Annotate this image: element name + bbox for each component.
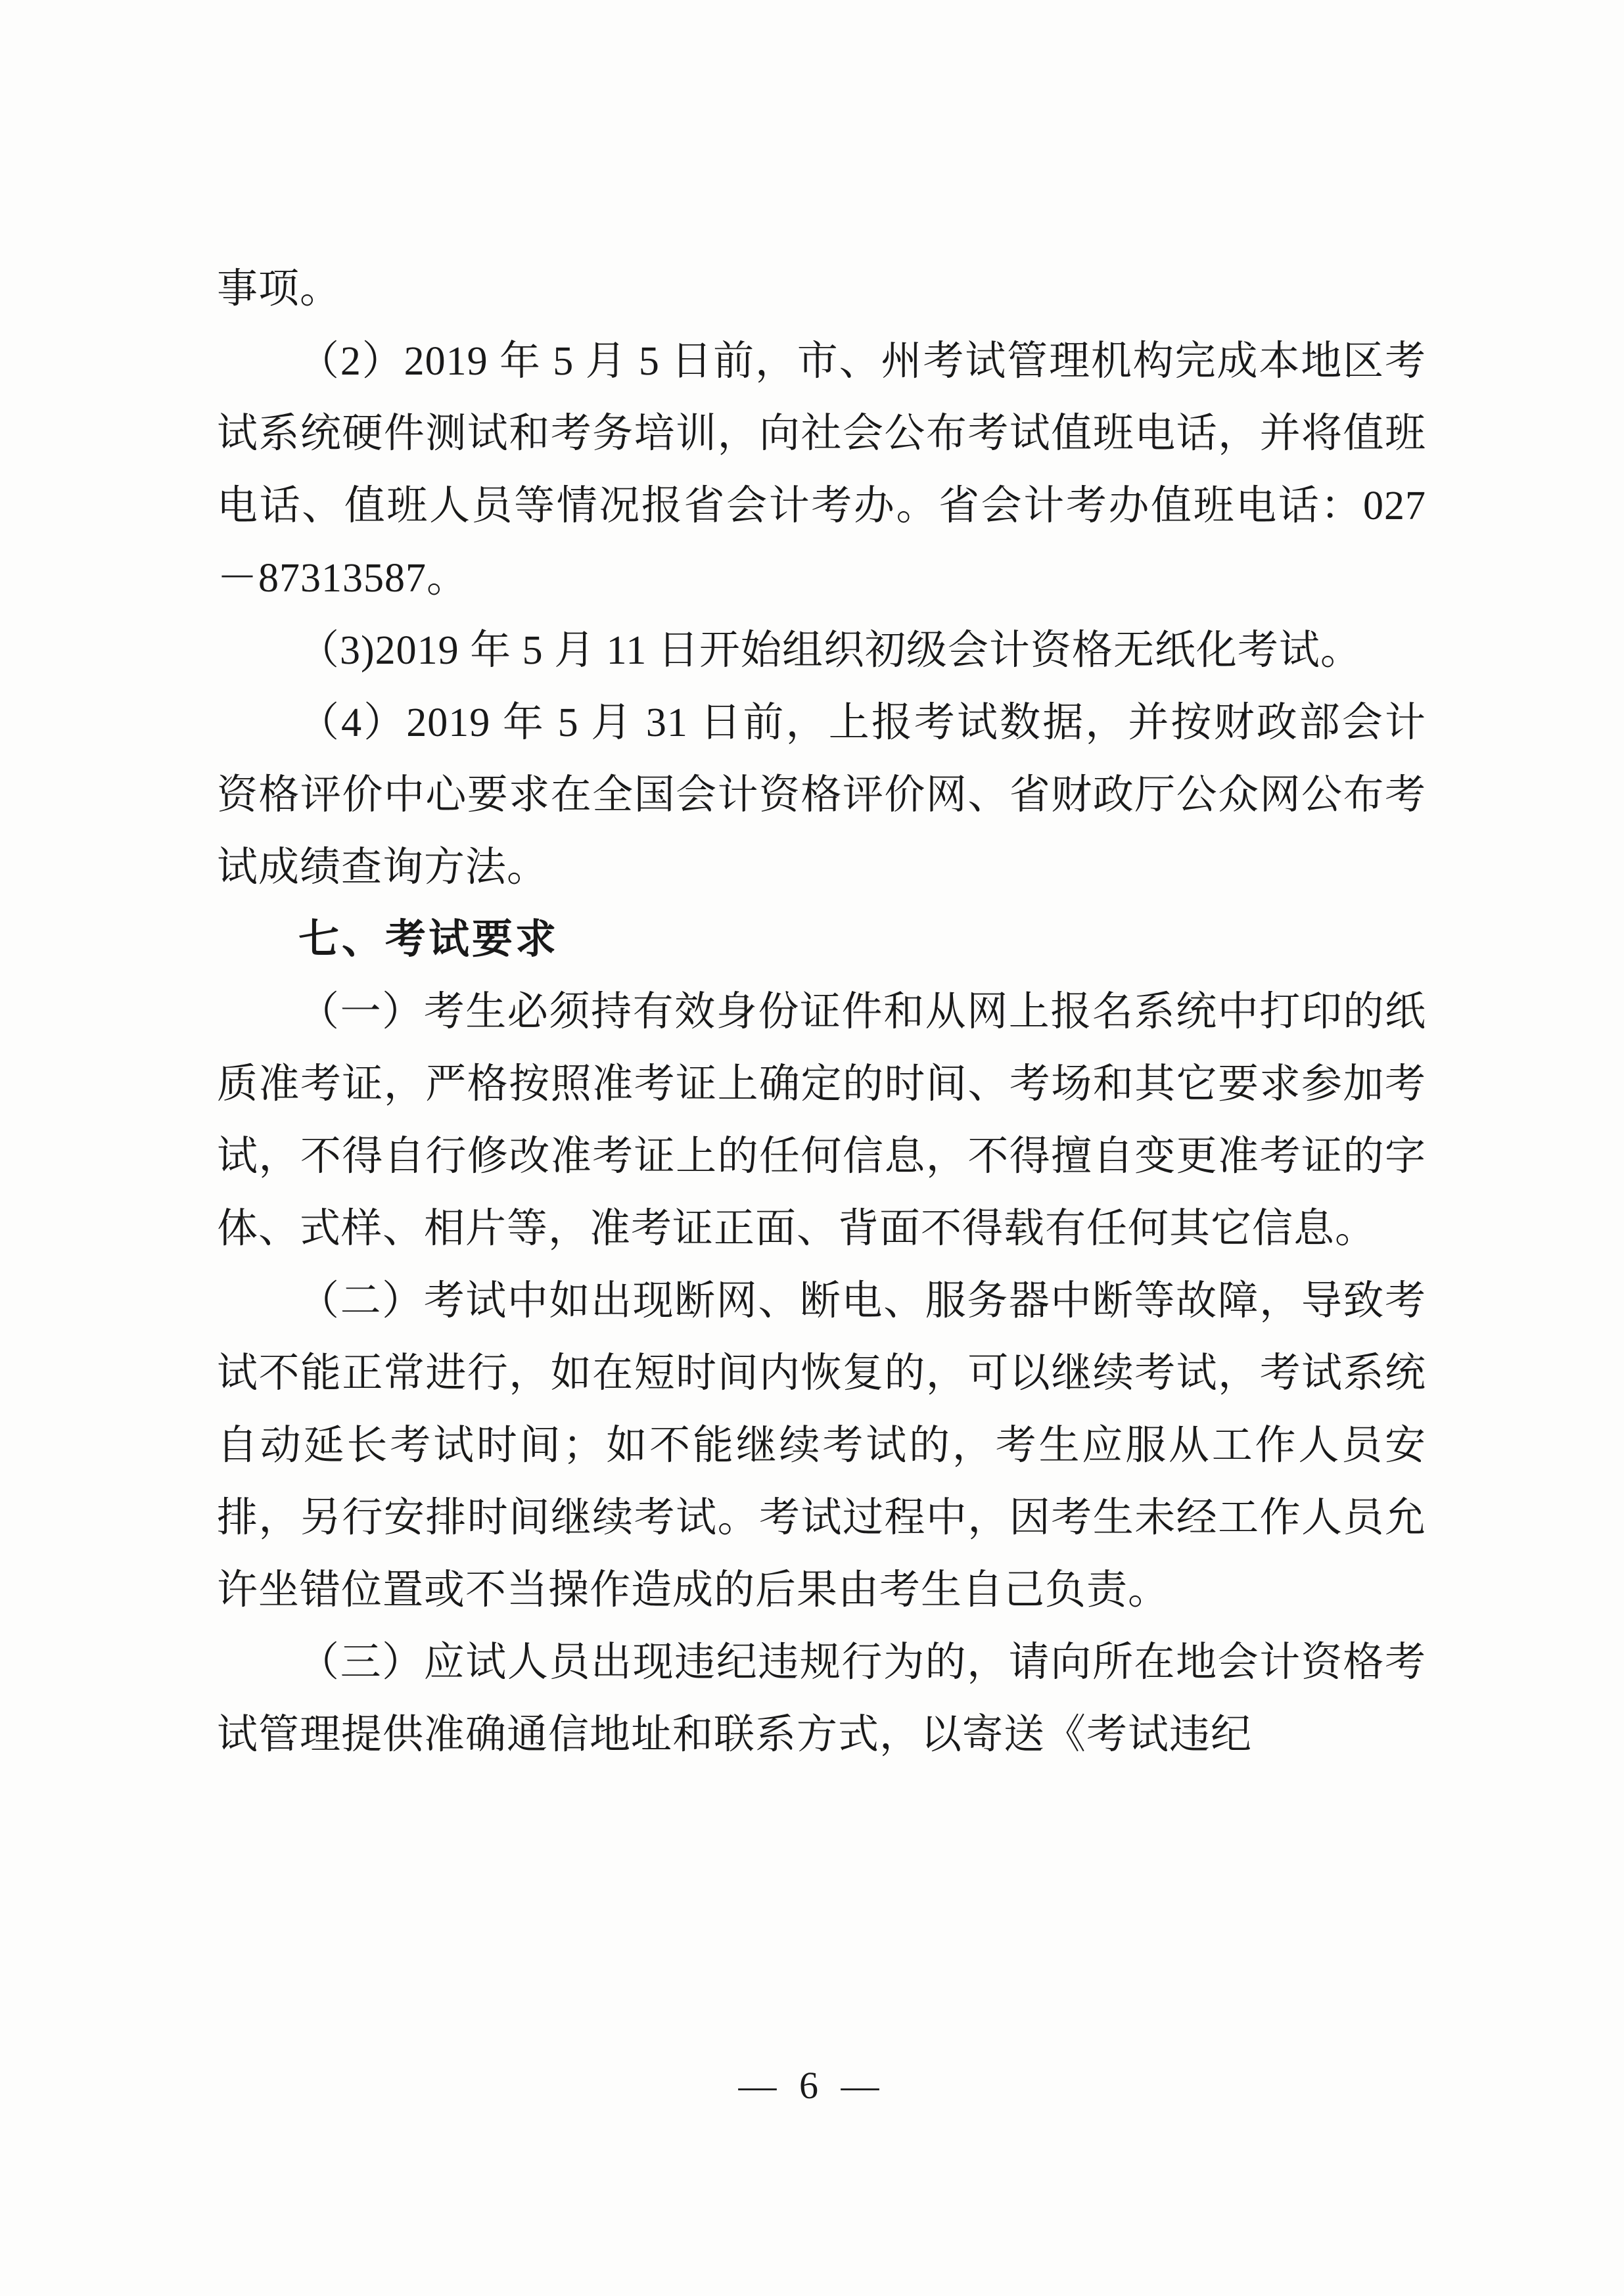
document-body [217, 253, 1426, 1771]
paragraph-subsection-three: （三）应试人员出现违纪违规行为的，请向所在地会计资格考试管理提供准确通信地址和联系方式，以寄送《考试违纪 [217, 1640, 1426, 1757]
paragraph-subsection-one: （一）考生必须持有效身份证件和从网上报名系统中打印的纸质准考证，严格按照准考证上确定的时间、考场和其它要求参加考试，不得自行修改准考证上的任何信息，不得擅自变更准考证的字体、式样、相片等，准考证正面、背面不得载有任何其它信息。 [217, 990, 1426, 1251]
section-heading-seven: 七、考试要求 [298, 917, 559, 962]
paragraph-item-4: （4）2019 年 5 月 31 日前，上报考试数据，并按财政部会计资格评价中心要求在全国会计资格评价网、省财政厅公众网公布考试成绩查询方法。 [217, 700, 1426, 890]
paragraph-item-3: （3)2019 年 5 月 11 日开始组织初级会计资格无纸化考试。 [298, 628, 1362, 673]
paragraph-subsection-two: （二）考试中如出现断网、断电、服务器中断等故障，导致考试不能正常进行，如在短时间内恢复的，可以继续考试，考试系统自动延长考试时间；如不能继续考试的，考生应服从工作人员安排，另行安排时间继续考试。考试过程中，因考生未经工作人员允许坐错位置或不当操作造成的后果由考生自己负责。 [217, 1279, 1426, 1613]
paragraph-item-2: （2）2019 年 5 月 5 日前，市、州考试管理机构完成本地区考试系统硬件测试和考务培训，向社会公布考试值班电话，并将值班电话、值班人员等情况报省会计考办。省会计考办值班电话：027－87313587。 [217, 339, 1426, 601]
paragraph-continuation: 事项。 [217, 267, 342, 311]
page-number: — 6 — [738, 2064, 886, 2107]
